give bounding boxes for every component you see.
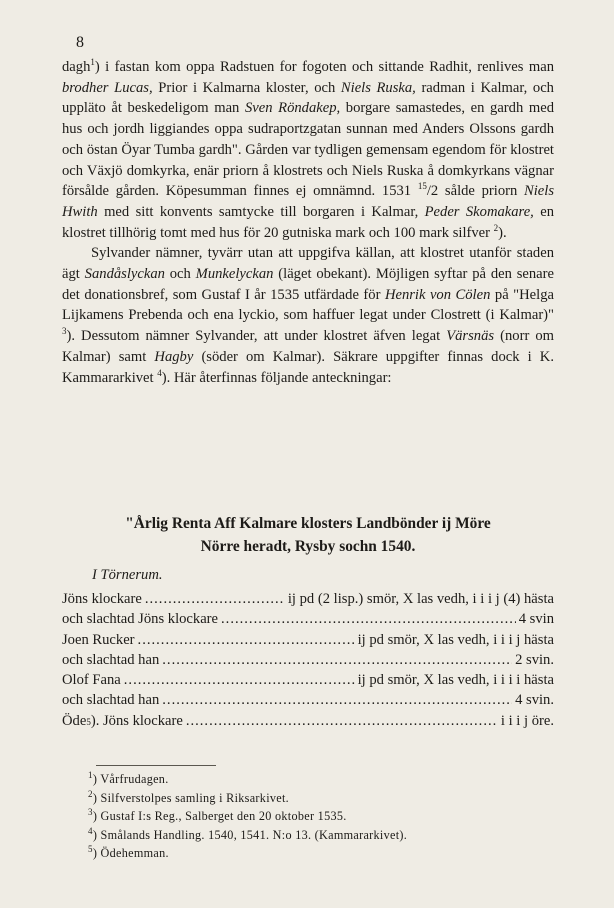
ledger-row: och slachtad han ..... 2 svin.	[62, 650, 554, 670]
ledger-row: Joen Rucker ..... ij pd smör, X las vedh, i i i j hästa	[62, 630, 554, 650]
footnote-ref: 2	[493, 222, 499, 233]
paragraph-2: Sylvander nämner, tyvärr utan att uppgifva källan, att klostret utanför staden ägt Sandåslyckan och Munkelyckan (läget obekant). Möjligen syftar på den senare det donationsbref, som Gustaf I år 1535 utfärdade för Henrik von Cölen på "Helga Lijkamens Prebenda och ena lyckio, som haffuer legat under Clostrett (i Kalmar)" $^3$). Dessutom nämner Sylvander, att under klostret äfven legat Värsnäs (norr om Kalmar) samt Hagby (söder om Kalmar). Säkrare uppgifter finnas dock i K. Kammararkivet $^4$). Här återfinnas följande anteckningar:	[62, 245, 554, 386]
footnote: $^4$) Smålands Handling. 1540, 1541. N:o 13. (Kammararkivet).	[88, 825, 408, 842]
footnote-ref: 1	[90, 57, 95, 68]
subheading: I Törnerum.	[92, 567, 163, 583]
body-text	[62, 57, 554, 388]
footnote-divider	[96, 765, 216, 766]
ledger-row: Jöns klockare ..... ij pd (2 lisp.) smör, X las vedh, i i i j (4) hästa	[62, 589, 554, 609]
paragraph-1: dagh$^1$) i fastan kom oppa Radstuen for fogoten och sittande Radhit, renlives man brodher Lucas, Prior i Kalmarna kloster, och Niels Ruska, radman i Kalmar, och uppläto åt beskedeligom man Sven Röndakep, borgare samastedes, en gardh med hus och jordh liggiandes oppa sudraportzgatan sunnan med Anders Olssons gardh och östan Öyar Tumba gardh". Gården var tydligen gemensam egendom för klostret och Växjö domkyrka, enär priorn å klostrets och Niels Ruska å domkyrkans vägnar försålde gården. Köpesumman finnes ej omnämnd. 1531 $^{15}$/2 sålde priorn Niels Hwith med sitt konvents samtycke till borgaren i Kalmar, Peder Skomakare, en klostret tillhörig tomt med hus för 20 gutniska mark och 100 mark silfver $^2$).	[62, 57, 554, 241]
ledger-table	[62, 589, 554, 731]
ledger-row: Olof Fana ..... ij pd smör, X las vedh, i i i i hästa	[62, 670, 554, 690]
footnote-ref: 4	[157, 367, 162, 378]
ledger-row: Öde 5 ). Jöns klockare ..... i i i j öre.	[62, 711, 554, 731]
footnote-ref: 3	[62, 326, 67, 337]
footnote: $^2$) Silfverstolpes samling i Riksarkivet.	[88, 788, 290, 805]
ledger-row: och slachtad han ..... 4 svin.	[62, 690, 554, 710]
footnote: $^5$) Ödehemman.	[88, 844, 169, 861]
footnote: $^1$) Vårfrudagen.	[88, 769, 169, 786]
section-heading: "Årlig Renta Aff Kalmare klosters Landbönder ij Möre Nörre heradt, Rysby sochn 1540.	[125, 515, 491, 555]
date-fraction: $^{15}$/2	[417, 181, 439, 200]
ledger-row: och slachtad Jöns klockare ..... 4 svin	[62, 609, 554, 629]
page-number: 8	[76, 34, 84, 51]
footnotes	[88, 770, 407, 863]
footnote: $^3$) Gustaf I:s Reg., Salberget den 20 oktober 1535.	[88, 807, 347, 824]
